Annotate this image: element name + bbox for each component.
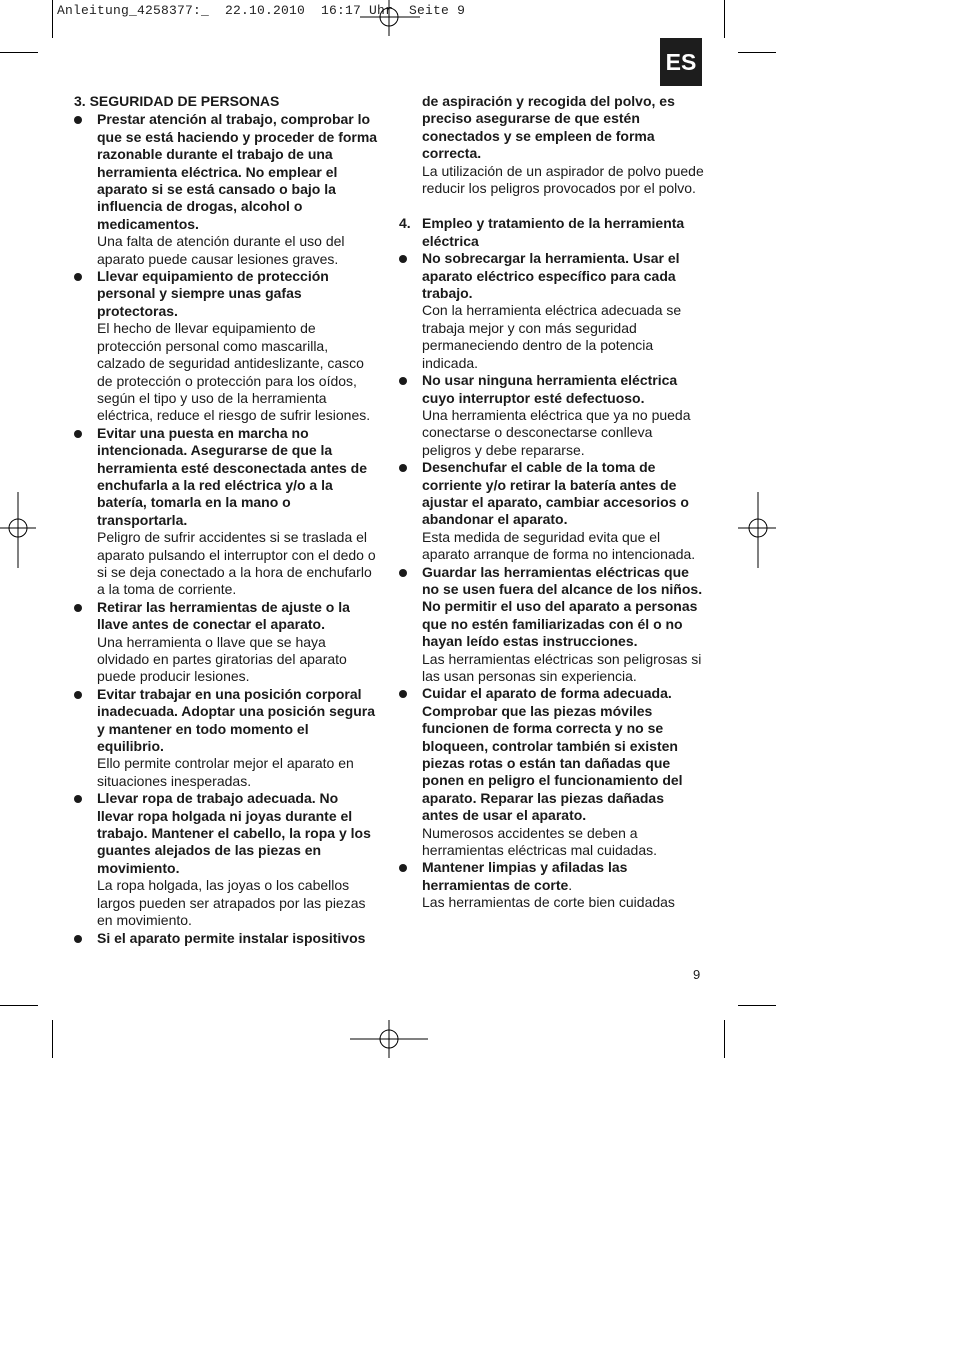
bullet-icon	[74, 691, 82, 699]
item-explanation: Peligro de sufrir accidentes si se traslada el aparato pulsando el interruptor con el dedo o si se deja conectado a la hora de enchufarlo a la toma de corriente.	[97, 529, 376, 598]
registration-mark-icon	[738, 492, 776, 568]
item-instruction: Desenchufar el cable de la toma de corriente y/o retirar la batería antes de ajustar el aparato, cambiar accesorios o abandonar el aparato.	[422, 459, 689, 528]
crop-mark	[738, 1005, 776, 1006]
right-column	[399, 93, 704, 912]
item-explanation: Con la herramienta eléctrica adecuada se trabaja mejor y con más seguridad permaneciendo dentro de la potencia indicada.	[422, 302, 682, 371]
item-explanation: El hecho de llevar equipamiento de protección personal como mascarilla, calzado de seguridad antideslizante, casco de protección o protección para los oídos, según el tipo y uso de la herramienta eléctrica, reduce el riesgo de sufrir lesiones.	[97, 320, 371, 424]
bullet-icon	[399, 864, 407, 872]
item-explanation: Numerosos accidentes se deben a herramientas eléctricas mal cuidadas.	[422, 824, 657, 859]
list-item	[74, 268, 378, 425]
crop-mark	[0, 52, 38, 53]
spacer	[399, 197, 704, 215]
continued-instruction: de aspiración y recogida del polvo, es preciso asegurarse de que estén conectados y se empleen de forma correcta.	[422, 93, 675, 162]
list-item	[74, 790, 378, 929]
bullet-icon	[74, 116, 82, 124]
item-instruction: Llevar ropa de trabajo adecuada. No llevar ropa holgada ni joyas durante el trabajo. Mantener el cabello, la ropa y los guantes alejados de las piezas en movimiento.	[97, 790, 371, 876]
bullet-icon	[74, 273, 82, 281]
item-instruction: Evitar una puesta en marcha no intencionada. Asegurarse de que la herramienta esté desconectada antes de enchufarla a la red eléctrica y/o a la batería, tomarla en la mano o transportarla.	[97, 424, 368, 528]
continued-explanation: La utilización de un aspirador de polvo puede reducir los peligros provocados por el polvo.	[422, 162, 704, 197]
bullet-icon	[399, 377, 407, 385]
item-instruction: Cuidar el aparato de forma adecuada. Comprobar que las piezas móviles funcionen de forma correcta y no se bloqueen, controlar también si existen piezas rotas o están tan dañadas que ponen en peligro el funcionamiento del aparato. Reparar las piezas dañadas antes de usar el aparato.	[422, 685, 683, 824]
bullet-icon	[399, 255, 407, 263]
registration-mark-icon	[350, 1020, 428, 1058]
bullet-icon	[399, 569, 407, 577]
item-instruction: Llevar equipamiento de protección personal y siempre unas gafas protectoras.	[97, 268, 329, 319]
section-heading	[399, 215, 704, 250]
list-item	[399, 250, 704, 372]
left-column	[74, 93, 378, 947]
item-instruction: Mantener limpias y afiladas las herramientas de corte	[422, 859, 628, 893]
section-heading: 3. SEGURIDAD DE PERSONAS	[74, 93, 280, 109]
list-item	[399, 564, 704, 686]
item-instruction-suffix: .	[568, 876, 573, 893]
list-item	[74, 425, 378, 599]
list-item	[399, 459, 704, 563]
item-explanation: La ropa holgada, las joyas o los cabellos largos pueden ser atrapados por las piezas en movimiento.	[97, 877, 366, 929]
list-item	[74, 111, 378, 268]
registration-mark-icon	[0, 492, 36, 568]
section-number: 4.	[399, 215, 411, 232]
page-number: 9	[693, 967, 701, 982]
language-badge: ES	[660, 38, 702, 86]
item-explanation: Una falta de atención durante el uso del aparato puede causar lesiones graves.	[97, 233, 345, 267]
item-instruction: Guardar las herramientas eléctricas que no se usen fuera del alcance de los niños. No permitir el uso del aparato a personas que no estén familiarizadas con él o no hayan leído estas instrucciones.	[422, 563, 703, 650]
bullet-icon	[74, 430, 82, 438]
crop-mark	[52, 1020, 53, 1058]
item-instruction: No sobrecargar la herramienta. Usar el aparato eléctrico específico para cada trabajo.	[422, 250, 680, 302]
bullet-icon	[74, 795, 82, 803]
item-explanation: Las herramientas eléctricas son peligrosas si las usan personas sin experiencia.	[422, 650, 702, 684]
section-title: Empleo y tratamiento de la herramienta eléctrica	[422, 215, 685, 249]
crop-mark	[0, 1005, 38, 1006]
item-explanation: Esta medida de seguridad evita que el aparato arranque de forma no intencionada.	[422, 528, 696, 563]
bullet-icon	[399, 464, 407, 472]
list-item	[399, 372, 704, 459]
list-item	[399, 859, 704, 911]
registration-mark-icon	[360, 0, 420, 36]
item-explanation: Una herramienta o llave que se haya olvidado en partes giratorias del aparato puede producir lesiones.	[97, 633, 347, 685]
item-instruction-line	[422, 859, 704, 894]
print-slug-header: Anleitung_4258377:_ 22.10.2010 16:17 Uhr Seite 9	[57, 3, 466, 18]
item-instruction: Evitar trabajar en una posición corporal inadecuada. Adoptar una posición segura y mantener en todo momento el equilibrio.	[97, 685, 375, 755]
crop-mark	[724, 0, 725, 38]
item-instruction: No usar ninguna herramienta eléctrica cuyo interruptor esté defectuoso.	[422, 372, 678, 406]
list-item	[399, 685, 704, 859]
list-item	[74, 686, 378, 790]
item-explanation: Las herramientas de corte bien cuidadas	[422, 894, 675, 911]
item-instruction: Retirar las herramientas de ajuste o la llave antes de conectar el aparato.	[97, 598, 350, 633]
bullet-icon	[399, 690, 407, 698]
crop-mark	[724, 1020, 725, 1058]
item-explanation: Una herramienta eléctrica que ya no pueda conectarse o desconectarse conlleva peligros y debe repararse.	[422, 406, 691, 458]
bullet-icon	[74, 935, 82, 943]
crop-mark	[52, 0, 53, 38]
bullet-icon	[74, 604, 82, 612]
item-instruction: Si el aparato permite instalar ispositivos	[97, 929, 366, 946]
item-explanation: Ello permite controlar mejor el aparato en situaciones inesperadas.	[97, 755, 354, 789]
list-item	[74, 599, 378, 686]
crop-mark	[738, 52, 776, 53]
list-item	[74, 930, 378, 947]
item-instruction: Prestar atención al trabajo, comprobar lo que se está haciendo y proceder de forma razonable durante el trabajo de una herramienta eléctrica. No emplear el aparato si se está cansado o bajo la influencia de drogas, alcohol o medicamentos.	[97, 111, 378, 232]
